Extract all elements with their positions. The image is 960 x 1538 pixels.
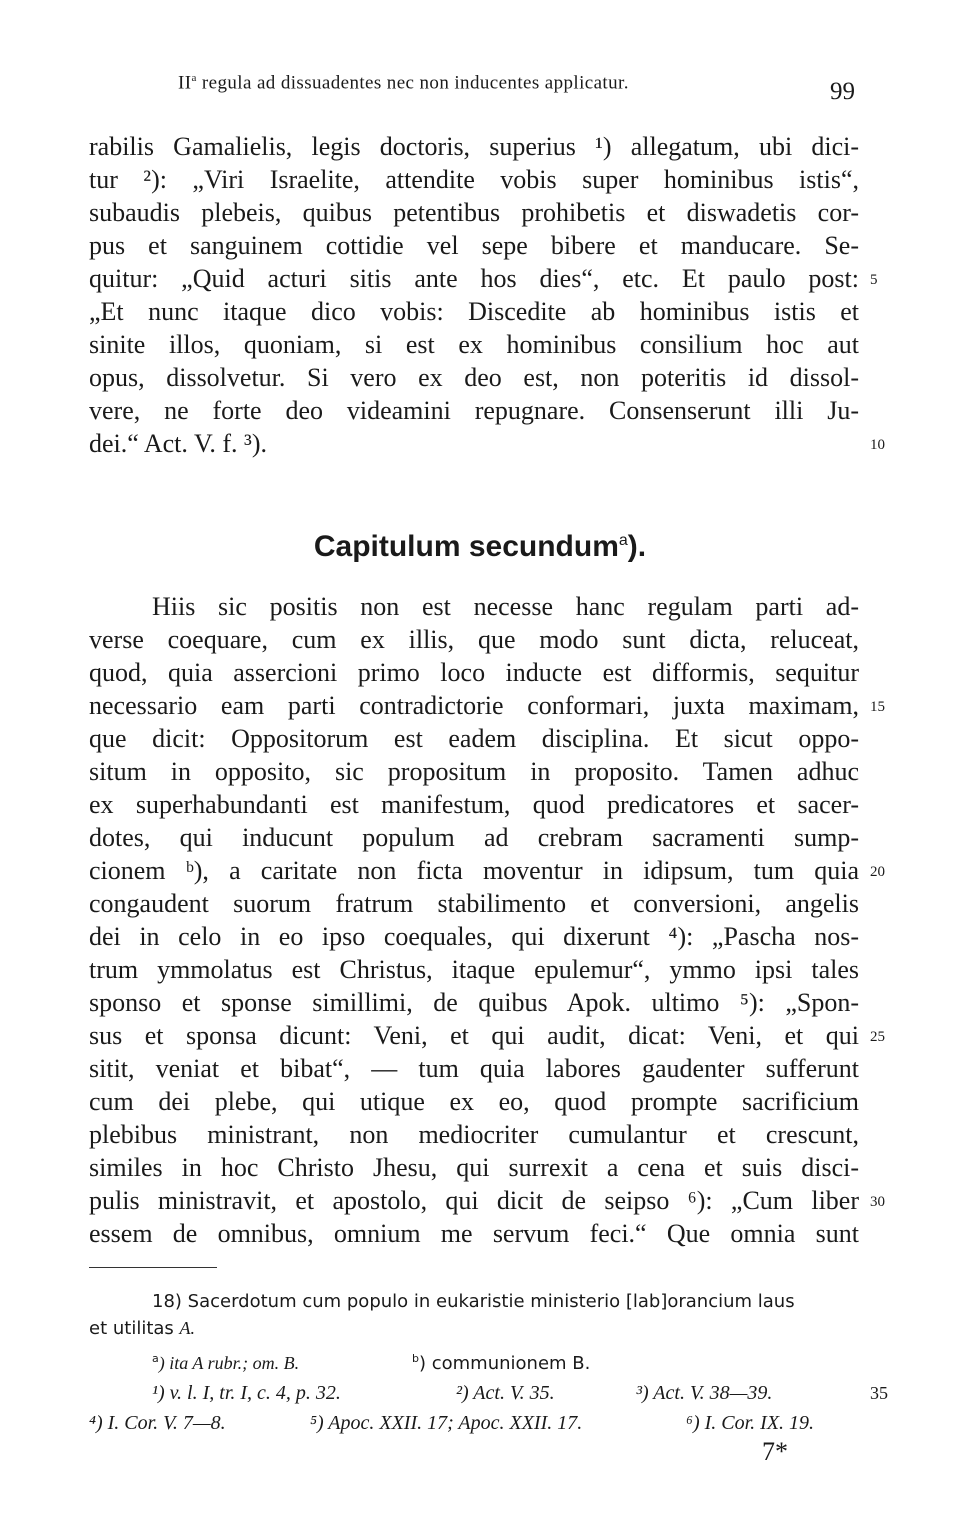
source-note-3: ³) Act. V. 38—39.	[636, 1382, 773, 1404]
text-line: quitur: „Quid acturi sitis ante hos dies“, etc. Et paulo post:	[89, 264, 859, 293]
footnote-18-cont: et utilitas A.	[89, 1318, 196, 1339]
text-line: cum dei plebe, qui utique ex eo, quod prompte sacrificium	[89, 1087, 859, 1116]
source-note-5: ⁵) Apoc. XXII. 17; Apoc. XXII. 17.	[310, 1412, 583, 1434]
source-note-4: ⁴) I. Cor. V. 7—8.	[89, 1412, 226, 1434]
text-line: pulis ministravit, et apostolo, qui dicit de seipso ⁶): „Cum liber	[89, 1186, 859, 1215]
text-line: sponso et sponse simillimi, de quibus Apok. ultimo ⁵): „Spon-	[89, 988, 859, 1017]
source-note-1: ¹) v. l. I, tr. I, c. 4, p. 32.	[152, 1382, 341, 1404]
page-number: 99	[830, 78, 855, 105]
text-line: plebibus ministrant, non mediocriter cumulantur et crescunt,	[89, 1120, 859, 1149]
text-line: situm in opposito, sic propositum in proposito. Tamen adhuc	[89, 757, 859, 786]
footnote-rule	[89, 1267, 217, 1268]
text-line: quod, quia assercioni primo loco inducte est difformis, sequitur	[89, 658, 859, 687]
text-line: dei in celo in eo ipso coequales, qui dixerunt ⁴): „Pascha nos-	[89, 922, 859, 951]
text-line: sitit, veniat et bibat“, — tum quia labores gaudenter sufferunt	[89, 1054, 859, 1083]
footnote-18: 18) Sacerdotum cum populo in eukaristie ministerio [lab]orancium laus	[152, 1291, 795, 1312]
text-line: rabilis Gamalielis, legis doctoris, superius ¹) allegatum, ubi dici-	[89, 132, 859, 161]
text-line: „Et nunc itaque dico vobis: Discedite ab hominibus istis et	[89, 297, 859, 326]
line-number: 15	[870, 699, 885, 715]
line-number: 35	[870, 1383, 888, 1403]
text-line: Hiis sic positis non est necesse hanc regulam parti ad-	[152, 592, 859, 621]
text-line: tur ²): „Viri Israelite, attendite vobis super hominibus istis“,	[89, 165, 859, 194]
text-line: verse coequare, cum ex illis, que modo sunt dicta, reluceat,	[89, 625, 859, 654]
line-number: 30	[870, 1194, 885, 1210]
line-number: 10	[870, 437, 885, 453]
text-line: que dicit: Oppositorum est eadem disciplina. Et sicut oppo-	[89, 724, 859, 753]
signature-mark: 7*	[762, 1437, 788, 1466]
chapter-title: Capitulum secundum$^a$).	[313, 530, 647, 563]
line-number: 20	[870, 864, 885, 880]
text-line: ex superhabundanti est manifestum, quod predicatores et sacer-	[89, 790, 859, 819]
text-line: dei.“ Act. V. f. ³).	[89, 429, 267, 458]
text-line: sus et sponsa dicunt: Veni, et qui audit, dicat: Veni, et qui	[89, 1021, 859, 1050]
source-note-6: ⁶) I. Cor. IX. 19.	[686, 1412, 815, 1434]
text-line: pus et sanguinem cottidie vel sepe bibere et manducare. Se-	[89, 231, 859, 260]
running-head: $II^a$ regula ad dissuadentes nec non inducentes applicatur.	[178, 72, 629, 94]
text-line: dotes, qui inducunt populum ad crebram sacramenti sump-	[89, 823, 859, 852]
footnote-b: $^b$) communionem B.	[412, 1352, 591, 1374]
text-line: vere, ne forte deo videamini repugnare. Consenserunt illi Ju-	[89, 396, 859, 425]
text-line: necessario eam parti contradictorie conformari, juxta maximam,	[89, 691, 859, 720]
line-number: 25	[870, 1029, 885, 1045]
text-line: subaudis plebeis, quibus petentibus prohibetis et diswadetis cor-	[89, 198, 859, 227]
text-line: opus, dissolvetur. Si vero ex deo est, non poteritis id dissol-	[89, 363, 859, 392]
text-line: essem de omnibus, omnium me servum feci.“ Que omnia sunt	[89, 1219, 859, 1248]
footnote-a: $^a$) ita A rubr.; om. B.	[152, 1352, 300, 1373]
text-line: similes in hoc Christo Jhesu, qui surrexit a cena et suis disci-	[89, 1153, 859, 1182]
text-line: cionem ᵇ), a caritate non ficta moventur in idipsum, tum quia	[89, 856, 859, 885]
text-line: sinite illos, quoniam, si est ex hominibus consilium hoc aut	[89, 330, 859, 359]
text-line: congaudent suorum fratrum stabilimento et conversioni, angelis	[89, 889, 859, 918]
text-line: trum ymmolatus est Christus, itaque epulemur“, ymmo ipsi tales	[89, 955, 859, 984]
source-note-2: ²) Act. V. 35.	[456, 1382, 555, 1404]
line-number: 5	[870, 272, 878, 288]
